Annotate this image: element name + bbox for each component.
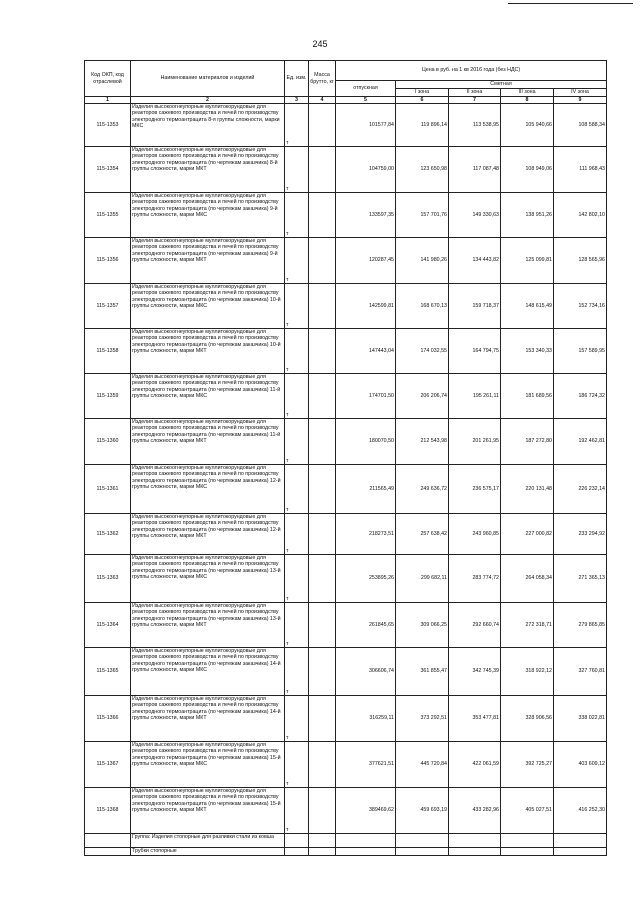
col-number: 6 [396,97,449,104]
row-release-price: 377621,51 [336,742,396,788]
row-zone-4-price: 416 252,30 [554,788,607,834]
row-zone-1-price: 309 066,25 [396,603,449,648]
row-mass [309,374,336,419]
header-zone-2: II зона [449,89,501,97]
row-name: Изделия высокоогнеупорные муллитокорундовые для реакторов сажевого производства и печей по производству электродного термоантрацита (по чертежам заказчика) 11-й группы сложности, марки МКТ [131,419,285,465]
row-zone-1-price: 459 693,19 [396,788,449,834]
row-unit: т [285,555,309,603]
row-zone-3-price: 405 027,51 [501,788,554,834]
row-mass [309,419,336,465]
row-release-price: 306606,74 [336,648,396,696]
row-code: 115-1365 [85,648,131,696]
row-unit: т [285,374,309,419]
col-number: 3 [285,97,309,104]
row-zone-4-price: 226 232,14 [554,465,607,514]
row-zone-3-price: 105 940,66 [501,104,554,147]
header-release: отпускная [336,81,396,97]
row-zone-3-price: 227 000,82 [501,514,554,555]
row-release-price: 147443,04 [336,329,396,374]
row-zone-1-price: 119 896,14 [396,104,449,147]
row-unit: т [285,329,309,374]
row-zone-3-price: 264 058,34 [501,555,554,603]
row-name: Изделия высокоогнеупорные муллитокорундовые для реакторов сажевого производства и печей по производству электродного термоантрацита (по чертежам заказчика) 13-й группы сложности, марки МКС [131,555,285,603]
header-estimated: Сметная [396,81,607,89]
row-unit: т [285,465,309,514]
row-zone-1-price: 212 543,98 [396,419,449,465]
row-release-price: 316259,11 [336,696,396,742]
row-zone-2-price: 283 774,72 [449,555,501,603]
row-name: Изделия высокоогнеупорные муллитокорундовые для реакторов сажевого производства и печей по производству электродного термоантрацита (по чертежам заказчика) 8-й группы сложности, марки МКТ [131,147,285,193]
table-row [85,555,607,603]
row-zone-1-price: 445 720,84 [396,742,449,788]
row-name: Изделия высокоогнеупорные муллитокорундовые для реакторов сажевого производства и печей по производству электродного термоантрацита (по чертежам заказчика) 11-й группы сложности, марки МКС [131,374,285,419]
table-row [85,147,607,193]
row-release-price: 253895,26 [336,555,396,603]
row-zone-2-price: 433 282,96 [449,788,501,834]
header-mass: Масса брутто, кг [309,61,336,97]
row-zone-2-price: 292 660,74 [449,603,501,648]
row-mass [309,648,336,696]
row-mass [309,329,336,374]
row-code: 115-1356 [85,238,131,284]
row-release-price: 389469,62 [336,788,396,834]
row-zone-4-price: 271 365,13 [554,555,607,603]
row-name: Изделия высокоогнеупорные муллитокорундовые для реакторов сажевого производства и печей по производству электродного термоантрацита (по чертежам заказчика) 10-й группы сложности, марки МКТ [131,329,285,374]
row-release-price: 174701,50 [336,374,396,419]
row-zone-4-price: 128 565,96 [554,238,607,284]
row-zone-2-price: 149 330,63 [449,193,501,238]
row-zone-4-price: 111 968,43 [554,147,607,193]
row-name: Изделия высокоогнеупорные муллитокорундовые для реакторов сажевого производства и печей по производству электродного термоантрацита (по чертежам заказчика) 9-й группы сложности, марки МКТ [131,238,285,284]
row-zone-2-price: 422 061,59 [449,742,501,788]
row-zone-3-price: 148 615,49 [501,284,554,329]
row-zone-1-price: 206 206,74 [396,374,449,419]
row-mass [309,147,336,193]
col-number: 8 [501,97,554,104]
row-code: 115-1364 [85,603,131,648]
row-code: 115-1367 [85,742,131,788]
row-zone-4-price: 152 734,16 [554,284,607,329]
price-table [84,60,607,856]
row-zone-2-price: 164 794,75 [449,329,501,374]
row-release-price: 180070,50 [336,419,396,465]
row-zone-3-price: 181 689,56 [501,374,554,419]
row-unit: т [285,193,309,238]
row-zone-3-price: 328 906,56 [501,696,554,742]
header-price-title: Цена в руб. на 1 кв 2016 года (без НДС) [336,61,607,81]
row-zone-2-price: 353 477,81 [449,696,501,742]
row-code: 115-1366 [85,696,131,742]
group-title: Группа: Изделия стопорные для разливки стали из ковша [131,834,285,848]
table-row [85,329,607,374]
table-row [85,603,607,648]
row-zone-3-price: 138 951,26 [501,193,554,238]
row-zone-4-price: 327 760,81 [554,648,607,696]
row-zone-1-price: 174 032,55 [396,329,449,374]
row-zone-2-price: 195 261,11 [449,374,501,419]
group-row [85,834,607,848]
header-zone-4: IV зона [554,89,607,97]
row-zone-2-price: 201 261,95 [449,419,501,465]
col-number: 7 [449,97,501,104]
col-number: 2 [131,97,285,104]
table-row [85,465,607,514]
row-unit: т [285,742,309,788]
table-row [85,788,607,834]
row-unit: т [285,788,309,834]
row-name: Изделия высокоогнеупорные муллитокорундовые для реакторов сажевого производства и печей по производству электродного термоантрацита 8-я группы сложности, марки МКС [131,104,285,147]
row-name: Изделия высокоогнеупорные муллитокорундовые для реакторов сажевого производства и печей по производству электродного термоантрацита (по чертежам заказчика) 14-й группы сложности, марки МКС [131,648,285,696]
row-mass [309,742,336,788]
row-mass [309,465,336,514]
row-mass [309,603,336,648]
page-number: 245 [312,39,328,49]
row-release-price: 142599,81 [336,284,396,329]
row-zone-1-price: 168 670,13 [396,284,449,329]
subgroup-row [85,848,607,856]
price-table-body [85,104,607,856]
row-zone-4-price: 192 462,81 [554,419,607,465]
row-code: 115-1359 [85,374,131,419]
row-release-price: 101577,84 [336,104,396,147]
row-zone-3-price: 272 318,71 [501,603,554,648]
row-zone-2-price: 159 718,37 [449,284,501,329]
row-code: 115-1361 [85,465,131,514]
row-zone-1-price: 141 980,26 [396,238,449,284]
row-code: 115-1353 [85,104,131,147]
row-name: Изделия высокоогнеупорные муллитокорундовые для реакторов сажевого производства и печей по производству электродного термоантрацита (по чертежам заказчика) 13-й группы сложности, марки МКТ [131,603,285,648]
row-release-price: 211565,49 [336,465,396,514]
row-zone-3-price: 108 949,06 [501,147,554,193]
row-zone-1-price: 157 701,76 [396,193,449,238]
header-name: Наименование материалов и изделий [131,61,285,97]
row-zone-2-price: 134 443,82 [449,238,501,284]
row-mass [309,788,336,834]
row-zone-4-price: 403 609,12 [554,742,607,788]
row-unit: т [285,514,309,555]
row-unit: т [285,696,309,742]
row-zone-4-price: 279 865,85 [554,603,607,648]
row-release-price: 120287,45 [336,238,396,284]
row-release-price: 218273,51 [336,514,396,555]
row-code: 115-1363 [85,555,131,603]
header-zone-1: I зона [396,89,449,97]
row-code: 115-1360 [85,419,131,465]
row-zone-2-price: 113 538,95 [449,104,501,147]
row-zone-2-price: 243 960,85 [449,514,501,555]
row-zone-1-price: 373 292,51 [396,696,449,742]
row-zone-4-price: 142 802,10 [554,193,607,238]
table-row [85,419,607,465]
row-zone-1-price: 249 636,72 [396,465,449,514]
row-zone-4-price: 233 294,92 [554,514,607,555]
row-unit: т [285,419,309,465]
row-mass [309,514,336,555]
header-code: Код ОКП, код отраслевой [85,61,131,97]
row-unit: т [285,104,309,147]
row-zone-2-price: 117 087,48 [449,147,501,193]
col-number: 5 [336,97,396,104]
table-row [85,238,607,284]
table-row [85,284,607,329]
row-zone-2-price: 342 745,39 [449,648,501,696]
row-name: Изделия высокоогнеупорные муллитокорундовые для реакторов сажевого производства и печей по производству электродного термоантрацита (по чертежам заказчика) 9-й группы сложности, марки МКС [131,193,285,238]
row-zone-3-price: 125 099,81 [501,238,554,284]
row-mass [309,555,336,603]
row-mass [309,696,336,742]
row-unit: т [285,238,309,284]
row-code: 115-1368 [85,788,131,834]
row-unit: т [285,284,309,329]
table-row [85,514,607,555]
row-zone-3-price: 392 725,27 [501,742,554,788]
row-release-price: 133597,35 [336,193,396,238]
col-number: 1 [85,97,131,104]
row-code: 115-1355 [85,193,131,238]
row-code: 115-1362 [85,514,131,555]
row-name: Изделия высокоогнеупорные муллитокорундовые для реакторов сажевого производства и печей по производству электродного термоантрацита (по чертежам заказчика) 12-й группы сложности, марки МКТ [131,514,285,555]
row-mass [309,193,336,238]
row-code: 115-1354 [85,147,131,193]
row-zone-1-price: 123 650,98 [396,147,449,193]
row-zone-3-price: 153 340,33 [501,329,554,374]
row-zone-1-price: 361 855,47 [396,648,449,696]
row-mass [309,284,336,329]
row-name: Изделия высокоогнеупорные муллитокорундовые для реакторов сажевого производства и печей по производству электродного термоантрацита (по чертежам заказчика) 15-й группы сложности, марки МКС [131,742,285,788]
row-zone-1-price: 257 638,42 [396,514,449,555]
row-name: Изделия высокоогнеупорные муллитокорундовые для реакторов сажевого производства и печей по производству электродного термоантрацита (по чертежам заказчика) 12-й группы сложности, марки МКС [131,465,285,514]
table-row [85,742,607,788]
subgroup-title: Трубки стопорные [131,848,285,856]
row-zone-1-price: 299 682,11 [396,555,449,603]
header-zone-3: III зона [501,89,554,97]
col-number: 9 [554,97,607,104]
row-zone-4-price: 186 724,32 [554,374,607,419]
row-zone-4-price: 338 022,81 [554,696,607,742]
row-zone-3-price: 187 272,80 [501,419,554,465]
row-release-price: 104759,00 [336,147,396,193]
row-name: Изделия высокоогнеупорные муллитокорундовые для реакторов сажевого производства и печей по производству электродного термоантрацита (по чертежам заказчика) 10-й группы сложности, марки МКС [131,284,285,329]
row-unit: т [285,603,309,648]
row-zone-3-price: 318 922,12 [501,648,554,696]
col-number: 4 [309,97,336,104]
row-name: Изделия высокоогнеупорные муллитокорундовые для реакторов сажевого производства и печей по производству электродного термоантрацита (по чертежам заказчика) 15-й группы сложности, марки МКТ [131,788,285,834]
row-unit: т [285,648,309,696]
row-zone-4-price: 108 588,34 [554,104,607,147]
row-mass [309,238,336,284]
table-row [85,648,607,696]
row-mass [309,104,336,147]
row-zone-4-price: 157 589,95 [554,329,607,374]
table-row [85,696,607,742]
header-unit: Ед. изм. [285,61,309,97]
table-row [85,193,607,238]
row-zone-2-price: 236 575,17 [449,465,501,514]
row-zone-3-price: 220 131,48 [501,465,554,514]
row-name: Изделия высокоогнеупорные муллитокорундовые для реакторов сажевого производства и печей по производству электродного термоантрацита (по чертежам заказчика) 14-й группы сложности, марки МКТ [131,696,285,742]
row-code: 115-1358 [85,329,131,374]
row-release-price: 261845,65 [336,603,396,648]
table-row [85,374,607,419]
table-row [85,104,607,147]
row-code: 115-1357 [85,284,131,329]
row-unit: т [285,147,309,193]
top-rule [508,3,633,4]
